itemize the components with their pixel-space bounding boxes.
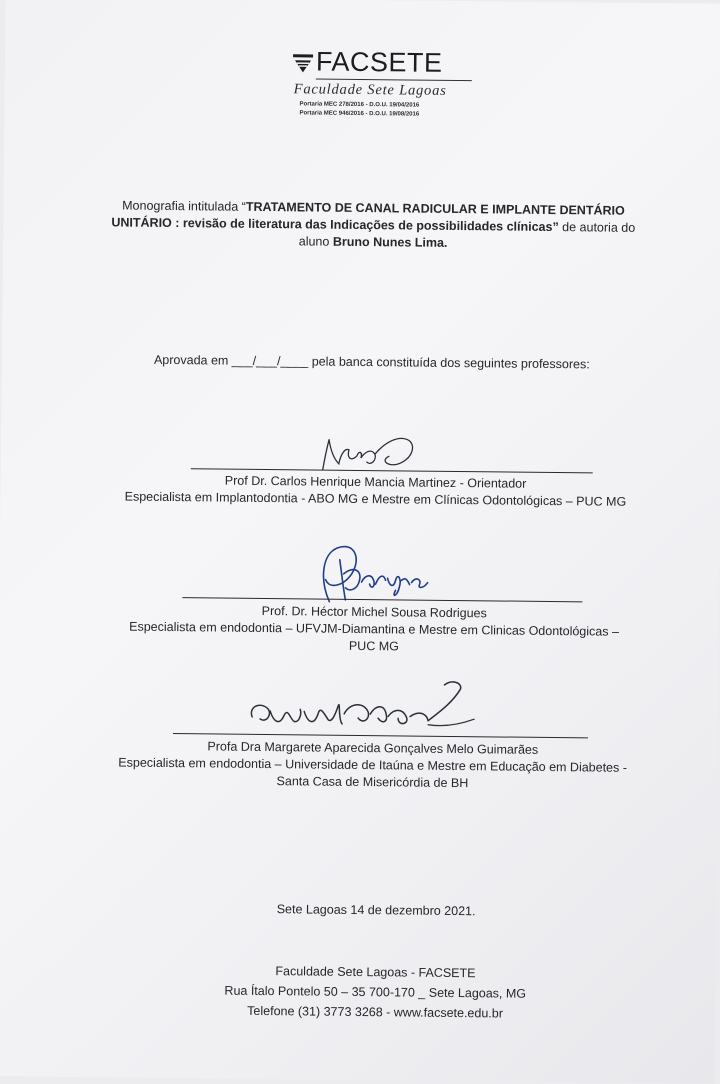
logo-name: FACSETE <box>315 46 443 78</box>
approval-statement: Aprovada em ___/___/____ pela banca constituída dos seguintes professores: <box>153 352 590 372</box>
committee-member-3 <box>72 737 673 794</box>
member-2-name: Prof. Dr. Héctor Michel Sousa Rodrigues <box>261 603 487 621</box>
logo-divider <box>316 79 472 82</box>
member-1-credentials: Especialista em Implantodontia - ABO MG e Mestre em Clínicas Odontológicas – PUC MG <box>124 489 627 509</box>
facsete-emblem-icon <box>292 52 314 74</box>
place-date: Sete Lagoas 14 de dezembro 2021. <box>276 902 476 919</box>
footer-address: Rua Ítalo Pontelo 50 – 35 700-170 _ Sete Lagoas, MG <box>224 983 527 1001</box>
footer <box>155 960 596 1025</box>
member-3-name: Profa Dra Margarete Aparecida Gonçalves Melo Guimarães <box>207 739 539 757</box>
member-3-credentials-line-1: Especialista em endodontia – Universidade de Itaúna e Mestre em Educação em Diabetes - <box>118 755 628 775</box>
member-2-credentials-line-1: Especialista em endodontia – UFVJM-Diamantina e Mestre em Clinicas Odontológicas – <box>129 619 620 639</box>
portaria-line-2: Portaria MEC 946/2016 - D.O.U. 19/08/2016 <box>299 110 420 118</box>
monograph-title-line-2: UNITÁRIO : revisão de literatura das Indicações de possibilidades clínicas” <box>111 215 559 235</box>
student-name: Bruno Nunes Lima. <box>332 234 448 250</box>
portaria-line-1: Portaria MEC 278/2016 - D.O.U. 19/04/2016 <box>299 101 420 109</box>
signature-3 <box>238 671 479 744</box>
student-prefix: aluno <box>298 234 333 249</box>
facsete-logo <box>291 44 482 128</box>
member-3-credentials-line-2: Santa Casa de Misericórdia de BH <box>276 774 469 791</box>
footer-phone: Telefone (31) 3773 3268 - www.facsete.edu.br <box>247 1003 503 1021</box>
monograph-paragraph <box>98 197 649 254</box>
committee-member-2 <box>89 601 660 658</box>
footer-institution: Faculdade Sete Lagoas - FACSETE <box>275 964 476 981</box>
member-2-credentials-line-2: PUC MG <box>348 638 399 654</box>
monograph-intro: Monografia intitulada “ <box>122 198 246 214</box>
committee-member-1 <box>90 471 660 511</box>
member-1-name: Prof Dr. Carlos Henrique Mancia Martinez - Orientador <box>224 473 527 491</box>
monograph-authorship: de autoria do <box>558 220 636 235</box>
logo-subtitle: Faculdade Sete Lagoas <box>293 81 447 99</box>
monograph-title-line-1: TRATAMENTO DE CANAL RADICULAR E IMPLANTE DENTÁRIO <box>245 199 625 218</box>
